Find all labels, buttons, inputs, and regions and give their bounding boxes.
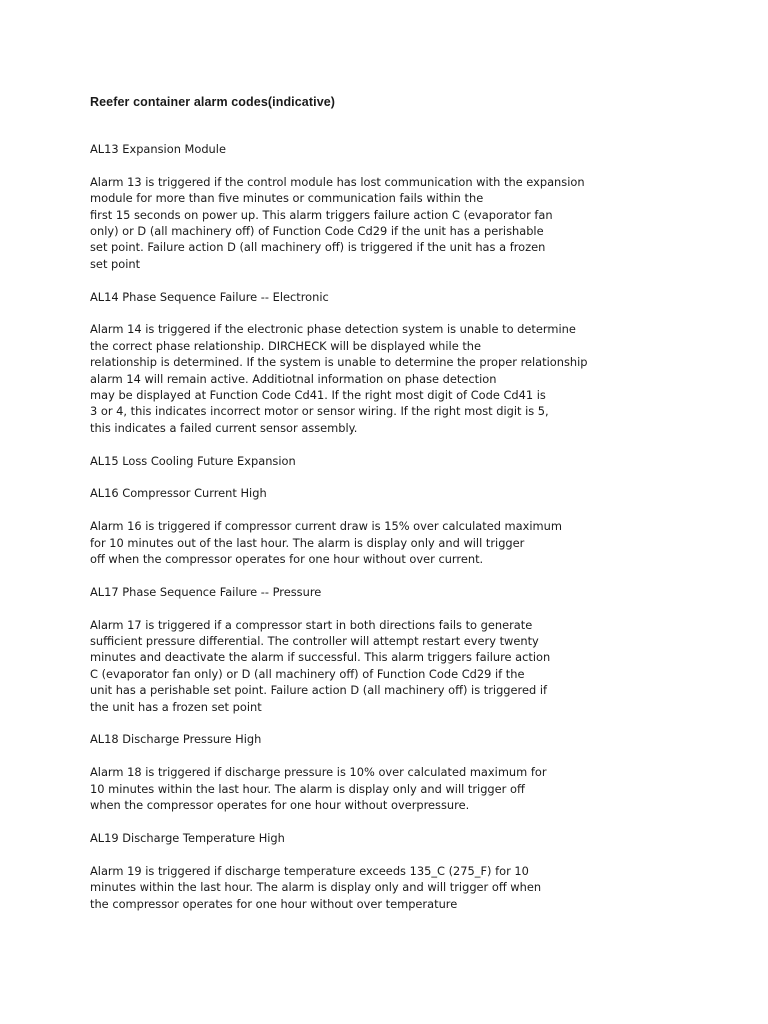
document-title: Reefer container alarm codes(indicative) (90, 95, 336, 109)
alarm-section (90, 453, 750, 469)
alarm-description (90, 617, 750, 715)
alarm-description (90, 174, 750, 272)
alarm-heading: AL16 Compressor Current High (90, 486, 267, 501)
description-line: module for more than five minutes or communication fails within the (90, 191, 484, 206)
alarm-section (90, 731, 750, 813)
alarm-heading: AL19 Discharge Temperature High (90, 830, 285, 845)
description-line: Alarm 16 is triggered if compressor current draw is 15% over calculated maximum (90, 519, 562, 534)
description-line: the unit has a frozen set point (90, 699, 262, 714)
description-line: minutes and deactivate the alarm if successful. This alarm triggers failure action (90, 650, 551, 665)
description-line: the correct phase relationship. DIRCHECK will be displayed while the (90, 338, 482, 353)
description-line: the compressor operates for one hour without over temperature (90, 896, 458, 911)
alarm-heading: AL17 Phase Sequence Failure -- Pressure (90, 584, 322, 599)
description-line: alarm 14 will remain active. Additiotnal information on phase detection (90, 371, 497, 386)
alarm-heading: AL14 Phase Sequence Failure -- Electronic (90, 289, 329, 304)
description-line: C (evaporator fan only) or D (all machinery off) of Function Code Cd29 if the (90, 666, 525, 681)
description-line: 3 or 4, this indicates incorrect motor or sensor wiring. If the right most digit is 5, (90, 404, 549, 419)
alarm-description (90, 863, 750, 912)
description-line: unit has a perishable set point. Failure action D (all machinery off) is triggered if (90, 683, 547, 698)
description-line: 10 minutes within the last hour. The alarm is display only and will trigger off (90, 781, 525, 796)
description-line: relationship is determined. If the system is unable to determine the proper relationship (90, 355, 588, 370)
description-line: off when the compressor operates for one hour without over current. (90, 552, 484, 567)
document-page (90, 94, 750, 928)
alarm-section (90, 584, 750, 715)
description-line: only) or D (all machinery off) of Function Code Cd29 if the unit has a perishable (90, 224, 544, 239)
alarm-heading: AL18 Discharge Pressure High (90, 732, 262, 747)
alarm-heading: AL13 Expansion Module (90, 142, 226, 156)
description-line: sufficient pressure differential. The controller will attempt restart every twenty (90, 634, 539, 649)
description-line: may be displayed at Function Code Cd41. If the right most digit of Code Cd41 is (90, 388, 546, 403)
alarm-description (90, 764, 750, 813)
alarm-section (90, 830, 750, 912)
alarm-description (90, 518, 750, 567)
description-line: set point (90, 256, 141, 271)
description-line: set point. Failure action D (all machinery off) is triggered if the unit has a frozen (90, 240, 546, 255)
description-line: minutes within the last hour. The alarm is display only and will trigger off when (90, 880, 542, 895)
description-line: Alarm 17 is triggered if a compressor start in both directions fails to generate (90, 617, 533, 632)
description-line: when the compressor operates for one hour without overpressure. (90, 798, 470, 813)
description-line: Alarm 18 is triggered if discharge pressure is 10% over calculated maximum for (90, 765, 547, 780)
description-line: Alarm 14 is triggered if the electronic phase detection system is unable to determine (90, 322, 576, 337)
description-line: for 10 minutes out of the last hour. The alarm is display only and will trigger (90, 535, 525, 550)
description-line: Alarm 19 is triggered if discharge temperature exceeds 135_C (275_F) for 10 (90, 863, 529, 878)
alarm-description (90, 321, 750, 436)
alarm-section (90, 141, 750, 272)
alarm-section (90, 485, 750, 567)
alarm-heading: AL15 Loss Cooling Future Expansion (90, 453, 296, 468)
alarm-sections (90, 141, 750, 912)
description-line: Alarm 13 is triggered if the control module has lost communication with the expansion (90, 174, 585, 189)
description-line: this indicates a failed current sensor assembly. (90, 420, 358, 435)
alarm-section (90, 289, 750, 437)
description-line: first 15 seconds on power up. This alarm triggers failure action C (evaporator fan (90, 207, 553, 222)
